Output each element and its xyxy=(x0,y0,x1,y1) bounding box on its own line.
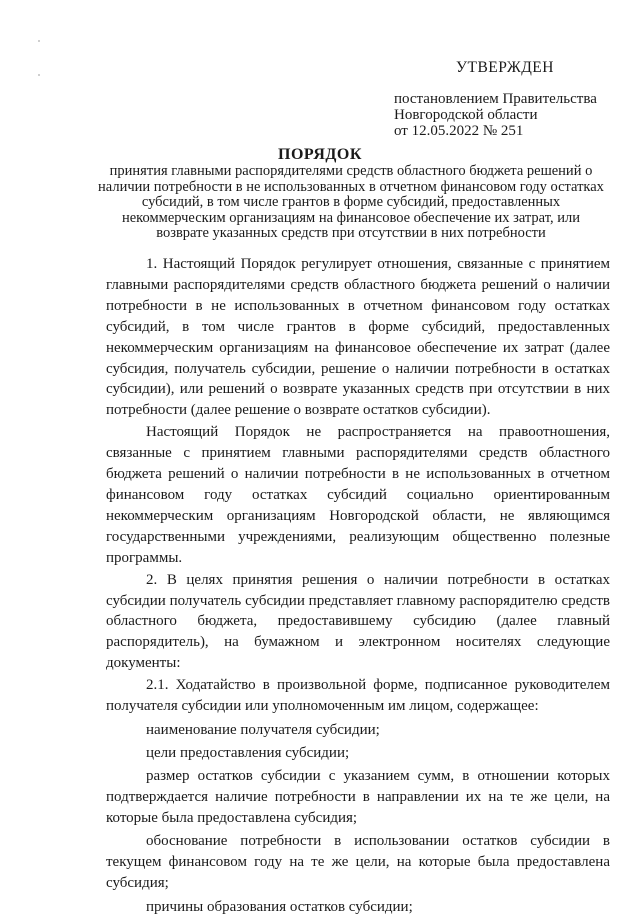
approval-line-1: постановлением Правительства xyxy=(394,91,597,107)
list-item: наименование получателя субсидии; xyxy=(146,721,380,738)
approval-line-3: от 12.05.2022 № 251 xyxy=(394,123,524,139)
paragraph-1: 1. Настоящий Порядок регулирует отношения, связанные с принятием главными распорядителями средств областного бюджета решений о наличии потребности в не использованных в отчетном финансовом году остатках субсидий, в том числе грантов в форме субсидий, предоставленных некоммерческим организациям на финансовое обеспечение их затрат (далее субсидия, получатель субсидии, решение о наличии потребности в остатках субсидии), или решений о возврате указанных средств при отсутствии в них потребности (далее решение о возврате остатков субсидии). xyxy=(106,256,610,419)
document-title: ПОРЯДОК xyxy=(278,146,362,163)
scan-artifact xyxy=(38,40,40,42)
list-item: цели предоставления субсидии; xyxy=(146,744,350,761)
list-item: размер остатков субсидии с указанием сумм, в отношении которых подтверждается наличие потребности в направлении их на те же цели, на которые была предоставлена субсидия; xyxy=(106,767,610,826)
paragraph-2: Настоящий Порядок не распространяется на правоотношения, связанные с принятием главными распорядителями средств областного бюджета решений о наличии потребности в не использованных в отчетном финансовом году остатках субсидий социально ориентированным некоммерческим организациям Новгородской области, не являющимся государственными учреждениями, реализующим общественно полезные программы. xyxy=(106,424,610,566)
approval-line-2: Новгородской области xyxy=(394,107,538,123)
approval-heading: УТВЕРЖДЕН xyxy=(456,59,554,76)
scan-artifact xyxy=(38,74,40,76)
paragraph-2-1: 2.1. Ходатайство в произвольной форме, подписанное руководителем получателя субсидии или уполномоченным им лицом, содержащее: xyxy=(106,677,610,715)
list-item: обоснование потребности в использовании остатков субсидии в текущем финансовом году на те же цели, на которые была предоставлена субсидия; xyxy=(106,833,610,892)
document-subtitle: принятия главными распорядителями средств областного бюджета решений о наличии потребности в не использованных в отчетном финансовом году остатках субсидий, в том числе грантов в форме субсидий, предоставленных некоммерческим организациям на финансовое обеспечение их затрат, или возврате указанных средств при отсутствии в них потребности xyxy=(98,163,604,241)
approval-block xyxy=(394,60,624,139)
paragraph-3: 2. В целях принятия решения о наличии потребности в остатках субсидии получатель субсидии представляет главному распорядителю средств областного бюджета, предоставившему субсидию (далее главный распорядитель), на бумажном и электронном носителях следующие документы: xyxy=(106,571,610,672)
document-body xyxy=(106,254,610,918)
list-item: причины образования остатков субсидии; xyxy=(146,899,413,916)
